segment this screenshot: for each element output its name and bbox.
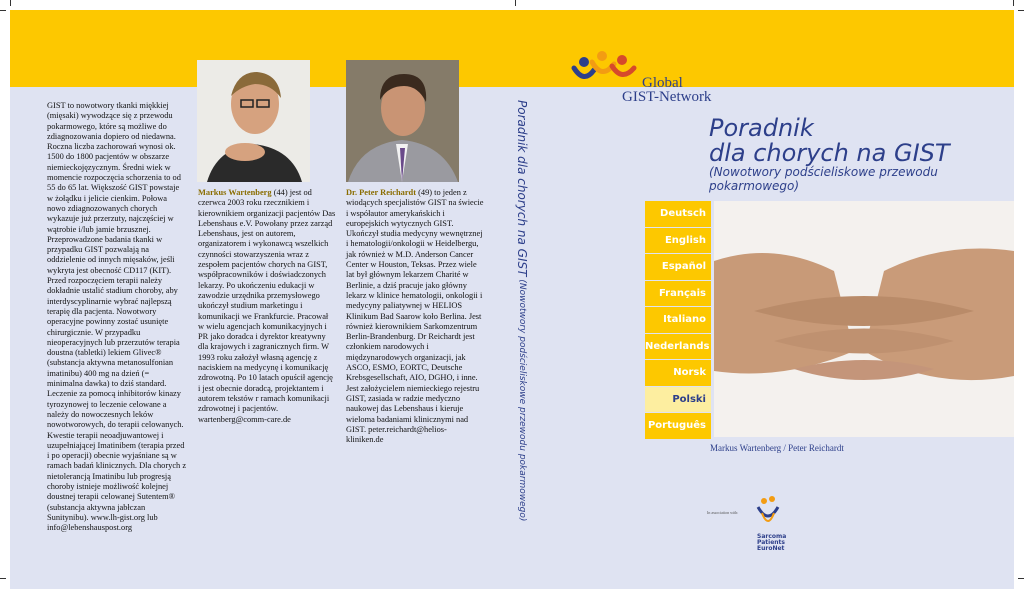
language-item[interactable]: Norsk bbox=[645, 360, 711, 386]
brochure-spread bbox=[10, 10, 1014, 589]
spe-line3: EuroNet bbox=[757, 545, 785, 552]
top-yellow-band bbox=[10, 10, 1014, 87]
crop-mark bbox=[0, 10, 6, 11]
spe-line2: Patients bbox=[757, 539, 785, 546]
crop-mark bbox=[1018, 578, 1024, 579]
intro-text: GIST to nowotwory tkanki miękkiej (mięsaki) wywodzące się z przewodu pokarmowego, które są możliwe do zdiagnozowania dopiero od niedawna. Roczna liczba zachorowań wynosi ok. 1500 do 1800 pacjentów w obszarze niemieckojęzycznym. Średni wiek w momencie rozpoczęcia schorzenia to od 55 do 65 lat. Większość GIST powstaje w żołądku i jelicie cienkim. Połowa nowo zdiagnozowanych chorych wykazuje już przerzuty, najczęściej w wątrobie i/lub jamie brzusznej. Przeprowadzone badania tkanki w przypadku GIST pozwalają na oddzielenie od innych mięsaków, jeśli wykryta jest obecność CD117 (KIT). Przed rozpoczęciem terapii należy dokładnie ustalić stadium choroby, aby interdyscyplinarnie wybrać najlepszą terapię dla pacjenta. Nowotwory operacyjne powinny zostać usunięte chirurgicznie. W przypadku nieoperacyjnych lub przerzutów terapia doustna (tabletki) lekiem Glivec® (substancja aktywna metanosulfonian imatinibu) 400 mg na dzień (= minimalna dawka) to dziś standard. Leczenie za pomocą inhibitorów kinazy tyrozynowej to leczenie celowane a należy do nowoczesnych leków nowotworowych, do terapii celowanych. Kwestie terapii neoadjuwantowej i uzupełniającej Imatinibem (terapia przed i po operacji) obecnie wyjaśniane są w ramach badań klinicznych. Dla chorych z nietolerancją Imatinibu lub progresją choroby istnieje możliwość kolejnej doustnej terapii celowanej Sutentem® (substancja aktywna jabłczan Sunitynibu). www.lh-gist.org lub info@lebenshauspost.org bbox=[47, 101, 187, 533]
spine-title bbox=[515, 100, 529, 521]
language-item[interactable]: Nederlands bbox=[645, 334, 711, 360]
association-label: In association with: bbox=[707, 510, 739, 515]
author2-name: Dr. Peter Reichardt bbox=[346, 188, 416, 197]
author1-bio-text: (44) jest od czerwca 2003 roku rzecznikiem i kierownikiem organizacji pacjentów Das Lebenshaus e.V. Powołany przez zarząd Lebenshaus, jest on autorem, organizatorem i wykonawcą wszelkich czynności stowarzyszenia wraz z zespołem pacjentów chorych na GIST, współpracowników i doświadczonych lekarzy. Po ukończeniu edukacji w zawodzie urzędnika przemysłowego ukończył studium marketingu i komunikacji we Frankfurcie. Pracował w wielu agencjach komunikacyjnych i PR jako doradca i dyrektor kreatywny dla krajowych i zagranicznych firm. W 1993 roku założył własną agencję z naciskiem na medycynę i komunikację zdrowotną. Po 10 latach opuścił agencję i jest obecnie doradcą, projektantem i autorem tekstów r ramach komunikacji zdrowotnej i pacjentów. wartenberg@comm-care.de bbox=[198, 188, 336, 424]
language-item[interactable]: Português bbox=[645, 413, 711, 439]
cover-subtitle: (Nowotwory podścieliskowe przewodu pokarmowego) bbox=[709, 165, 938, 193]
cover-title bbox=[709, 116, 950, 166]
spine-title-main: Poradnik dla chorych na GIST bbox=[515, 100, 529, 277]
language-item[interactable]: Deutsch bbox=[645, 201, 711, 227]
language-item[interactable]: Français bbox=[645, 281, 711, 307]
crop-mark bbox=[515, 0, 516, 6]
spe-line1: Sarcoma bbox=[757, 533, 787, 540]
cover-title-line1: Poradnik bbox=[709, 114, 814, 142]
cover-photo-hands bbox=[714, 201, 1014, 437]
author2-bio-text: (49) to jeden z wiodących specjalistów GIST na świecie i współautor amerykańskich i europejskich wytycznych GIST. Ukończył studia medycyny wewnętrznej i hematologii/onkologii w Heidelbergu, jak również w M.D. Anderson Cancer Center w Houston, Teksas. Przez wiele lat był głównym lekarzem Charité w Berlinie, a dziś pracuje jako główny lekarz w klinice hematologii, onkologii i medycyny paliatywnej w HELIOS Klinikum Bad Saarow koło Berlina. Jest również kierownikiem Sarkomzentrum Berlin-Brandenburg. Dr Reichardt jest członkiem narodowych i międzynarodowych organizacji, jak ASCO, ESMO, EORTC, Deutsche Krebsgesellschaft, AIO, DGHO, i inne. Jest założycielem niemieckiego rejestru GIST, zasiada w radzie medyczno naukowej das Lebenshaus i kieruje wieloma badaniami klinicznymi nad GIST. peter.reichardt@helios-kliniken.de bbox=[346, 188, 484, 445]
spine-subtitle: (Nowotwory podścieliskowe przewodu pokarmowego) bbox=[517, 276, 527, 522]
language-item[interactable]: Español bbox=[645, 254, 711, 280]
crop-mark bbox=[1018, 10, 1024, 11]
logo-text bbox=[622, 76, 711, 104]
author1-bio bbox=[198, 188, 336, 425]
cover-authors: Markus Wartenberg / Peter Reichardt bbox=[710, 443, 844, 453]
language-item[interactable]: English bbox=[645, 228, 711, 254]
spe-text bbox=[757, 534, 786, 552]
crop-mark bbox=[0, 578, 6, 579]
author2-photo bbox=[346, 60, 459, 182]
author1-photo bbox=[197, 60, 310, 182]
logo-line2: GIST-Network bbox=[622, 89, 712, 105]
cover-title-line2: dla chorych na GIST bbox=[709, 139, 950, 167]
author1-name: Markus Wartenberg bbox=[198, 188, 272, 197]
logo-line1: Global bbox=[642, 75, 683, 91]
crop-mark bbox=[1013, 0, 1014, 6]
crop-mark bbox=[10, 0, 11, 6]
author2-bio bbox=[346, 188, 484, 445]
language-list bbox=[645, 201, 711, 440]
language-item-active[interactable]: Polski bbox=[645, 387, 711, 413]
language-item[interactable]: Italiano bbox=[645, 307, 711, 333]
